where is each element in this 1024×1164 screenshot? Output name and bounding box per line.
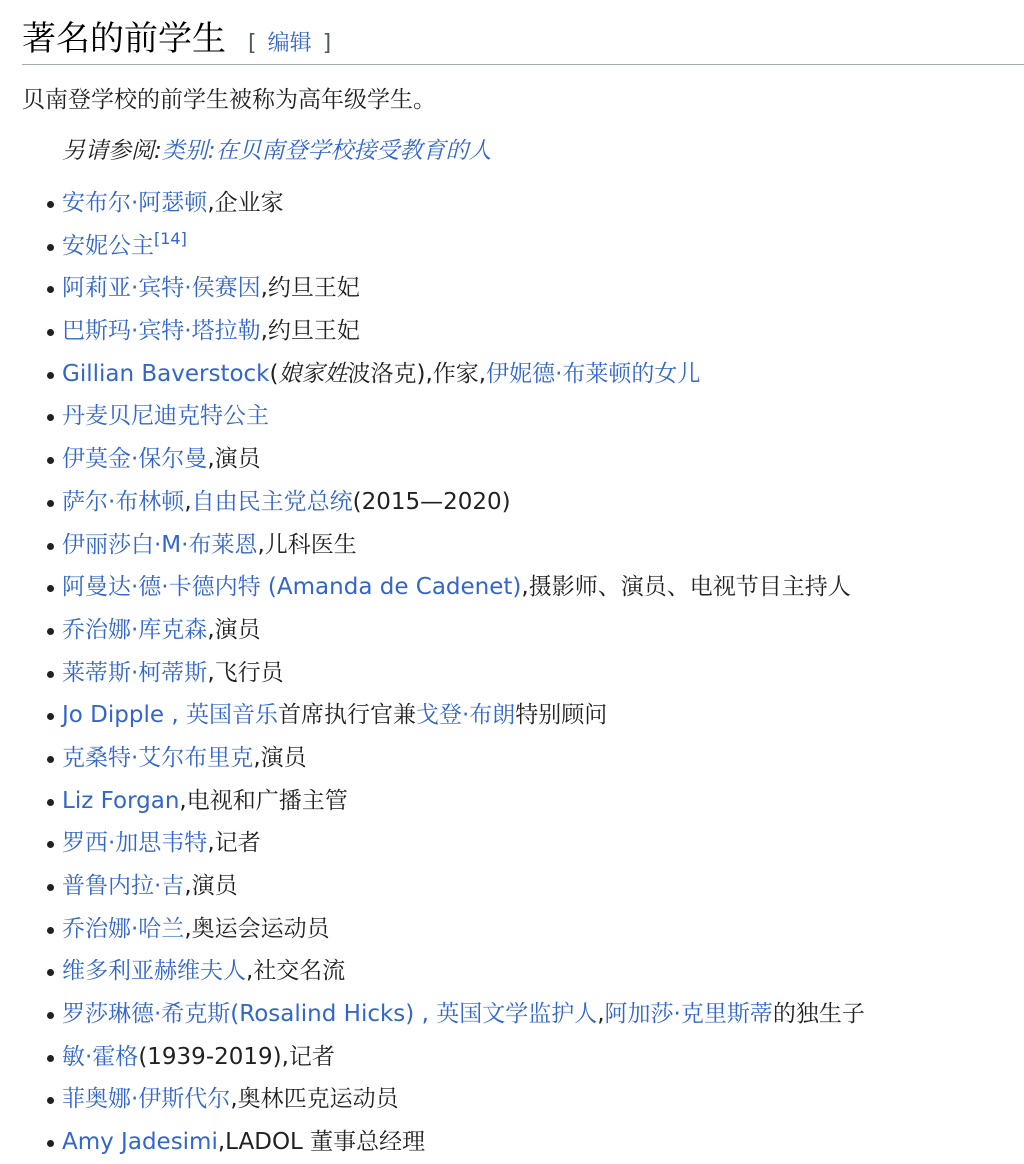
edit-link[interactable]: 编辑 xyxy=(267,31,312,56)
item-text: , xyxy=(184,488,192,515)
person-link[interactable]: 萨尔·布林顿 xyxy=(62,488,185,515)
list-item xyxy=(0,737,865,780)
reference-link[interactable]: [14] xyxy=(154,228,187,248)
list-item xyxy=(0,865,865,908)
list-item xyxy=(0,993,865,1036)
intro-paragraph: 贝南登学校的前学生被称为高年级学生。 xyxy=(22,87,436,113)
person-link[interactable]: 英国文学监护人 xyxy=(436,1001,598,1028)
edit-bracket-open: [ xyxy=(248,31,257,56)
person-link[interactable]: 罗莎琳德·希克斯(Rosalind Hicks) , xyxy=(62,1001,429,1028)
person-link[interactable]: 巴斯玛·宾特·塔拉勒 xyxy=(62,318,261,345)
list-item xyxy=(0,310,865,353)
person-link[interactable]: 敏·霍格 xyxy=(62,1043,139,1070)
item-text: ,奥林匹克运动员 xyxy=(230,1086,399,1113)
list-item xyxy=(0,1036,865,1079)
edit-bracket-close: ] xyxy=(322,31,332,56)
person-link[interactable]: 维多利亚赫维夫人 xyxy=(62,958,246,985)
section-heading xyxy=(22,14,1024,65)
person-link[interactable]: 乔治娜·库克森 xyxy=(62,616,208,643)
person-link[interactable]: Jo Dipple , xyxy=(62,702,179,729)
person-link[interactable]: 伊丽莎白·M·布莱恩 xyxy=(62,531,258,558)
list-item xyxy=(0,652,865,695)
edit-section xyxy=(248,26,331,57)
item-text: ,记者 xyxy=(207,830,261,857)
item-text: ,儿科医生 xyxy=(257,531,357,558)
list-item xyxy=(0,908,865,951)
item-text: ( xyxy=(269,360,279,387)
list-item xyxy=(0,524,865,567)
hatnote xyxy=(62,131,492,171)
italic-text: 娘家姓 xyxy=(278,360,348,387)
list-item xyxy=(0,225,865,268)
person-link[interactable]: 伊妮德·布莱顿的女儿 xyxy=(486,360,701,387)
person-link[interactable]: 莱蒂斯·柯蒂斯 xyxy=(62,659,208,686)
list-item xyxy=(0,822,865,865)
list-item xyxy=(0,182,865,225)
person-link[interactable]: 阿加莎·克里斯蒂 xyxy=(604,1001,773,1028)
list-item xyxy=(0,780,865,823)
item-text: ,电视和广播主管 xyxy=(179,787,348,814)
list-item xyxy=(0,353,865,396)
list-item xyxy=(0,950,865,993)
item-text: ,约旦王妃 xyxy=(260,275,360,302)
person-link[interactable]: 乔治娜·哈兰 xyxy=(62,915,185,942)
item-text: 波洛克),作家, xyxy=(347,360,487,387)
item-text: ,约旦王妃 xyxy=(260,318,360,345)
list-item xyxy=(0,481,865,524)
person-link[interactable]: 丹麦贝尼迪克特公主 xyxy=(62,403,269,430)
person-link[interactable]: 安妮公主 xyxy=(62,232,154,259)
list-item xyxy=(0,566,865,609)
item-text: 首席执行官兼 xyxy=(277,702,416,729)
item-text: ,演员 xyxy=(207,446,261,473)
reference-sup xyxy=(154,229,187,248)
person-link[interactable]: 自由民主党总统 xyxy=(191,488,353,515)
list-item xyxy=(0,395,865,438)
list-item xyxy=(0,438,865,481)
item-text: ,社交名流 xyxy=(246,958,346,985)
person-link[interactable]: Liz Forgan xyxy=(62,787,180,814)
item-text: ,演员 xyxy=(207,616,261,643)
person-link[interactable]: 克桑特·艾尔布里克 xyxy=(62,744,254,771)
item-text: 的独生子 xyxy=(772,1001,865,1028)
item-text: ,企业家 xyxy=(207,190,284,216)
item-text: 特别顾问 xyxy=(515,702,608,729)
item-text: ,LADOL 董事总经理 xyxy=(217,1129,426,1156)
hatnote-prefix: 另请参阅: xyxy=(62,138,162,164)
item-text: (2015—2020) xyxy=(352,488,511,515)
list-item xyxy=(0,1121,865,1164)
person-link[interactable]: 戈登·布朗 xyxy=(415,702,516,729)
item-text: ,奥运会运动员 xyxy=(184,915,330,942)
item-text: (1939-2019),记者 xyxy=(138,1043,335,1070)
list-item xyxy=(0,1078,865,1121)
person-link[interactable]: 菲奥娜·伊斯代尔 xyxy=(62,1086,231,1113)
item-text: ,演员 xyxy=(253,744,307,771)
item-text: ,摄影师、演员、电视节目主持人 xyxy=(521,574,851,601)
person-link[interactable]: 安布尔·阿瑟顿 xyxy=(62,190,208,216)
list-item xyxy=(0,267,865,310)
person-link[interactable]: 罗西·加思韦特 xyxy=(62,830,208,857)
person-link[interactable]: 阿莉亚·宾特·侯赛因 xyxy=(62,275,261,302)
person-link[interactable]: 伊莫金·保尔曼 xyxy=(62,446,208,473)
category-link[interactable]: 类别:在贝南登学校接受教育的人 xyxy=(161,138,492,164)
item-text xyxy=(179,702,186,728)
person-link[interactable]: 普鲁内拉·吉 xyxy=(62,873,185,899)
alumni-list xyxy=(0,182,865,1164)
list-item xyxy=(0,694,865,737)
person-link[interactable]: 英国音乐 xyxy=(185,702,278,729)
person-link[interactable]: Amy Jadesimi xyxy=(62,1129,218,1156)
person-link[interactable]: Gillian Baverstock xyxy=(62,360,270,387)
item-text: ,演员 xyxy=(184,873,238,899)
person-link[interactable]: 阿曼达·德·卡德内特 (Amanda de Cadenet) xyxy=(62,574,522,601)
section-title: 著名的前学生 xyxy=(22,19,226,59)
item-text: ,飞行员 xyxy=(207,659,284,686)
list-item xyxy=(0,609,865,652)
item-text: , xyxy=(597,1001,605,1028)
